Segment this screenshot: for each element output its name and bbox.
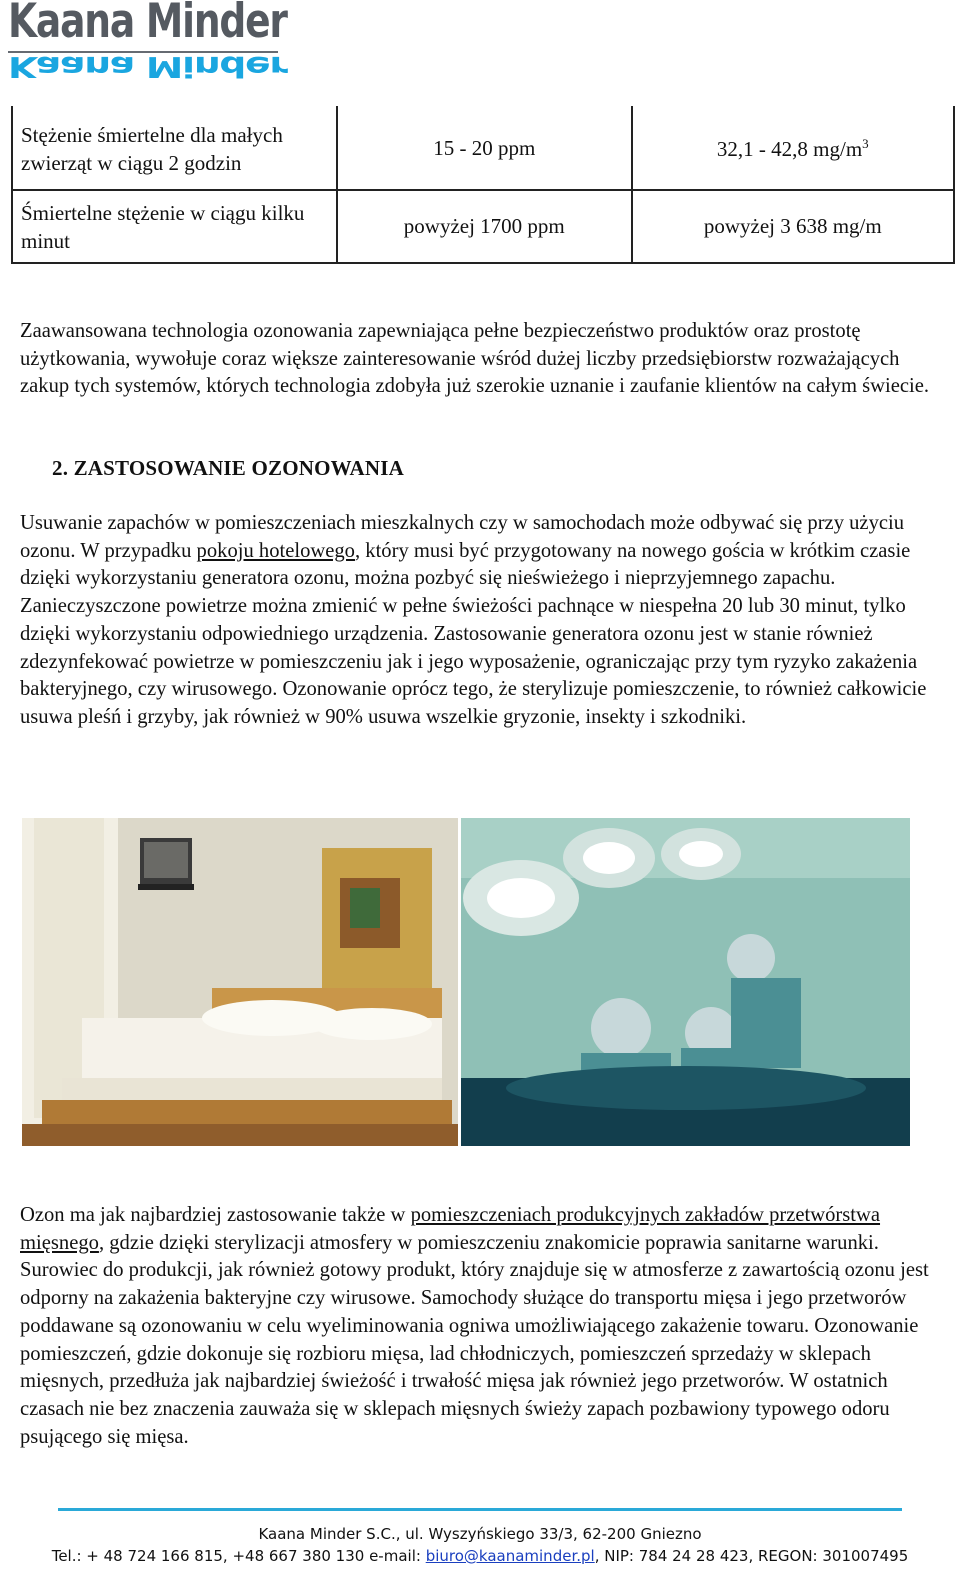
company-logo: Kaana Minder Kaana Minder xyxy=(4,0,279,86)
table-cell-mg: powyżej 3 638 mg/m xyxy=(632,190,954,263)
footer-address: Kaana Minder S.C., ul. Wyszyńskiego 33/3, 62-200 Gniezno xyxy=(258,1525,702,1543)
section-heading: 2. ZASTOSOWANIE OZONOWANIA xyxy=(52,456,404,480)
table-cell-mg: 32,1 - 42,8 $mg/m^3$ xyxy=(632,107,954,190)
hotel-room-photo xyxy=(22,818,458,1146)
hotel-room-link[interactable]: pokoju hotelowego xyxy=(196,539,355,562)
table-cell-ppm: 15 - 20 ppm xyxy=(337,107,632,190)
operating-room-photo xyxy=(461,818,910,1146)
paragraph-meat-industry: Ozon ma jak najbardziej zastosowanie także w pomieszczeniach produkcyjnych zakładów przetwórstwa mięsnego, gdzie dzięki sterylizacji atmosfery w pomieszczeniu znakomicie poprawia sanitarne warunki. Surowiec do produkcji, jak również gotowy produkt, który znajduje się w atmosferze z zawartością ozonu jest odporny na zakażenia bakteryjne czy wirusowe. Samochody służące do transportu mięsa i jego przetworów poddawane są ozonowaniu w celu wyeliminowania ogniwa umożliwiającego zakażenie towaru. Ozonowanie pomieszczeń, gdzie dokonuje się rozbioru mięsa, lad chłodniczych, pomieszczeń sprzedaży w sklepach mięsnych, przedłuża jak najbardziej świeżość i trwałość mięsa jak również jego przetworów. W ostatnich czasach nie bez znaczenia zauważa się w sklepach mięsnych świeży zapach pozbawiony typowego odoru psującego się mięsa. xyxy=(20,1204,929,1448)
table-row xyxy=(12,107,954,190)
footer-contact: Tel.: + 48 724 166 815, +48 667 380 130 e-mail: biuro@kaanaminder.pl, NIP: 784 24 28 423, REGON: 301007495 xyxy=(51,1547,909,1565)
table-cell-label: Śmiertelne stężenie w ciągu kilku minut xyxy=(12,190,337,263)
table-cell-ppm: powyżej 1700 ppm xyxy=(337,190,632,263)
meat-processing-link[interactable]: pomieszczeniach produkcyjnych zakładów przetwórstwa mięsnego xyxy=(20,1204,881,1254)
table-row xyxy=(12,190,954,263)
paragraph-intro: Zaawansowana technologia ozonowania zapewniająca pełne bezpieczeństwo produktów oraz prostotę użytkowania, wywołuje coraz większe zainteresowanie wśród dużej liczby przedsiębiorstw rozważających zakup tych systemów, których technologia zdobyła już szerokie uznanie i zaufanie klientów na całym świecie. xyxy=(20,320,930,398)
table-cell-label: Stężenie śmiertelne dla małych zwierząt w ciągu 2 godzin xyxy=(12,107,337,190)
logo-text: Kaana Minder xyxy=(8,0,287,49)
paragraph-applications: Usuwanie zapachów w pomieszczeniach mieszkalnych czy w samochodach może odbywać się przy użyciu ozonu. W przypadku pokoju hotelowego, który musi być przygotowany na nowego gościa w krótkim czasie dzięki wykorzystaniu generatora ozonu, można pozbyć się nieświeżego i nieprzyjemnego zapachu. Zanieczyszczone powietrze można zmienić w pełne świeżości pachnące w niespełna 20 lub 30 minut, tylko dzięki wykorzystaniu odpowiedniego urządzenia. Zastosowanie generatora ozonu jest w stanie również zdezynfekować powietrze w pomieszczeniu jak i jego wyposażenie, ograniczając przy tym ryzyko zakażenia bakteryjnego, czy wirusowego. Ozonowanie oprócz tego, że sterylizuje pomieszczenie, to również całkowicie usuwa pleśń i grzyby, jak również w 90% usuwa wszelkie gryzonie, insekty i szkodniki. xyxy=(20,512,927,728)
email-link[interactable]: biuro@kaanaminder.pl xyxy=(425,1547,595,1565)
footer-divider xyxy=(58,1508,902,1511)
toxicity-table xyxy=(11,106,955,264)
